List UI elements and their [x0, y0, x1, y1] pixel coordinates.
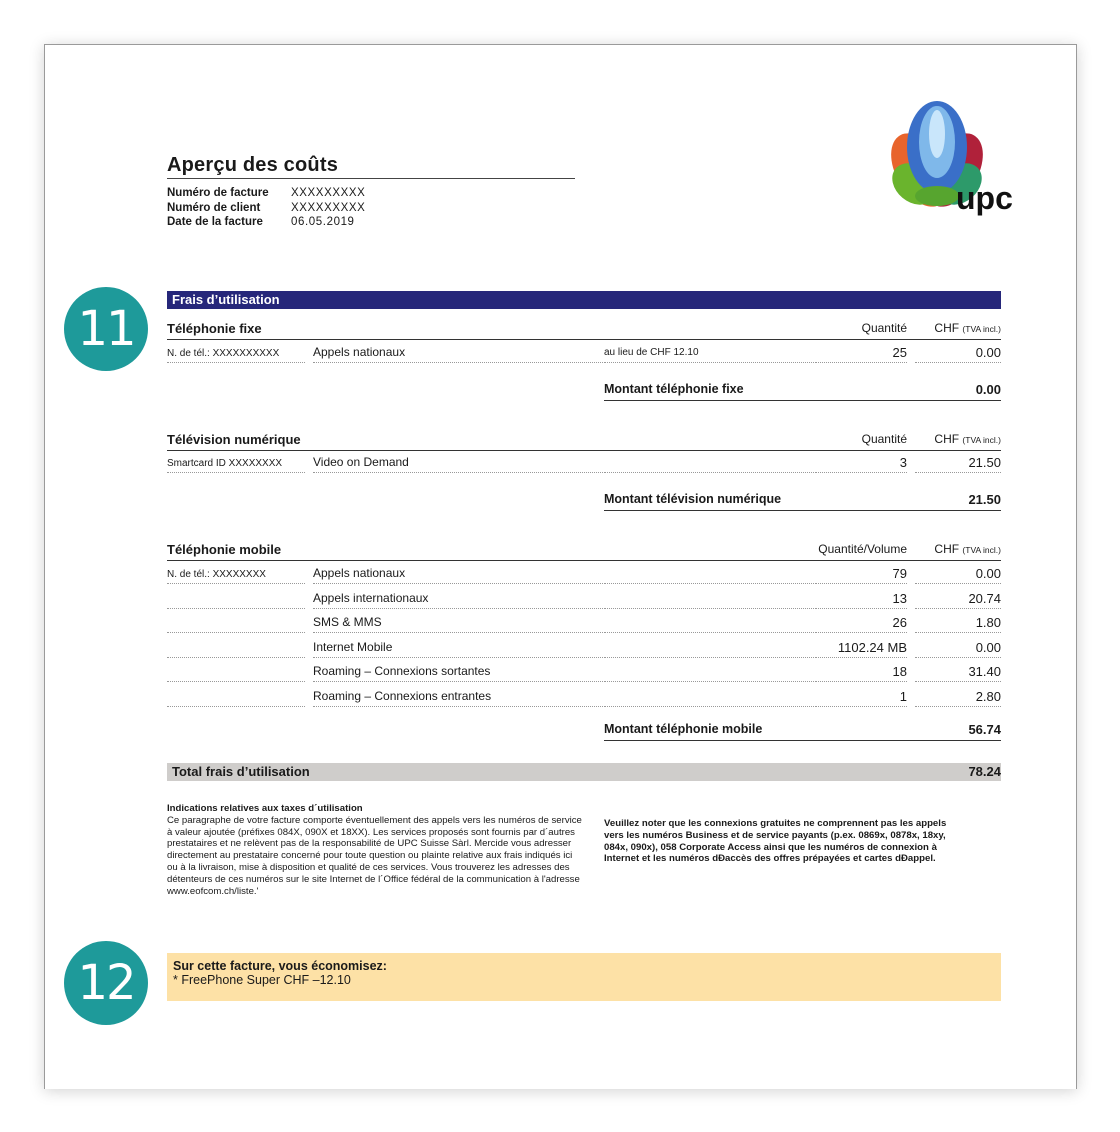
mobile-subtotal-label: Montant téléphonie mobile — [604, 722, 763, 736]
invoice-meta — [167, 186, 365, 230]
table-row — [167, 685, 1001, 709]
tv-amount: 21.50 — [915, 455, 1001, 473]
tv-qty-header: Quantité — [861, 432, 907, 446]
mobile-desc: SMS & MMS — [313, 615, 603, 633]
mobile-qty: 26 — [815, 615, 907, 633]
usage-total-value: 78.24 — [968, 764, 1001, 779]
fixed-amount: 0.00 — [915, 345, 1001, 363]
tv-section-title: Télévision numérique — [167, 432, 301, 447]
invoice-number-value: XXXXXXXXX — [291, 187, 366, 199]
mobile-desc: Roaming – Connexions entrantes — [313, 689, 603, 707]
free-connections-notice: Veuillez noter que les connexions gratuites ne comprennent pas les appels vers les numéros Business et de service payants (p.ex. 0869x, 0878x, 18xy, 084x, 090x), 058 Corporate Access ainsi que les numéros de connexion à Internet et les numéros dĐaccès des offres prépayées et cartes dĐappel. — [604, 818, 947, 865]
fixed-subtotal-value: 0.00 — [975, 382, 1001, 397]
mobile-qty-header: Quantité/Volume — [818, 542, 907, 556]
fixed-phone-id: N. de tél.: XXXXXXXXXX — [167, 345, 305, 363]
tv-smartcard-id: Smartcard ID XXXXXXXX — [167, 455, 305, 473]
mobile-phone-id — [167, 689, 305, 707]
savings-heading: Sur cette facture, vous économisez: — [173, 959, 387, 973]
mobile-qty: 79 — [815, 566, 907, 584]
mobile-note — [604, 615, 814, 633]
mobile-amount: 0.00 — [915, 640, 1001, 658]
tv-qty: 3 — [815, 455, 907, 473]
fixed-subtotal — [604, 382, 1001, 401]
tv-subtotal-value: 21.50 — [968, 492, 1001, 507]
invoice-date-label: Date de la facture — [167, 216, 263, 228]
table-row — [167, 611, 1001, 635]
brand-wordmark: upc — [956, 180, 1013, 216]
step-badge-11: 11 — [64, 287, 148, 371]
usage-fees-header: Frais d’utilisation — [167, 291, 1001, 309]
tv-subtotal-label: Montant télévision numérique — [604, 492, 782, 506]
client-number-value: XXXXXXXXX — [291, 201, 366, 214]
mobile-qty: 1 — [815, 689, 907, 707]
mobile-phone-id — [167, 591, 305, 609]
table-row — [167, 660, 1001, 684]
savings-box — [167, 953, 1001, 1001]
fixed-section-title: Téléphonie fixe — [167, 321, 262, 336]
fixed-desc: Appels nationaux — [313, 345, 603, 363]
savings-item: * FreePhone Super CHF –12.10 — [173, 973, 351, 987]
fixed-subtotal-label: Montant téléphonie fixe — [604, 382, 744, 396]
usage-total-label: Total frais d’utilisation — [172, 764, 310, 779]
notice-heading: Indications relatives aux taxes d´utilisation — [167, 803, 363, 814]
mobile-amount: 31.40 — [915, 664, 1001, 682]
mobile-desc: Appels nationaux — [313, 566, 603, 584]
mobile-note — [604, 640, 814, 658]
mobile-note — [604, 689, 814, 707]
mobile-amount: 0.00 — [915, 566, 1001, 584]
usage-fee-notice — [167, 803, 585, 897]
mobile-amount: 20.74 — [915, 591, 1001, 609]
table-row — [167, 587, 1001, 611]
mobile-section-title: Téléphonie mobile — [167, 542, 282, 557]
mobile-qty: 1102.24 MB — [815, 640, 907, 658]
invoice-date-value: 06.05.2019 — [291, 216, 355, 228]
mobile-note — [604, 664, 814, 682]
mobile-phone-id — [167, 615, 305, 633]
mobile-amount: 2.80 — [915, 689, 1001, 707]
page-title: Aperçu des coûts — [167, 154, 339, 176]
tv-chf-header: CHF (TVA incl.) — [934, 432, 1001, 446]
fixed-section-header — [167, 321, 1001, 340]
mobile-phone-id — [167, 640, 305, 658]
mobile-subtotal-value: 56.74 — [968, 722, 1001, 737]
table-row — [167, 341, 1001, 365]
table-row — [167, 451, 1001, 475]
mobile-note — [604, 591, 814, 609]
tv-desc: Video on Demand — [313, 455, 603, 473]
tv-subtotal — [604, 492, 1001, 511]
fixed-qty-header: Quantité — [861, 321, 907, 335]
mobile-desc: Appels internationaux — [313, 591, 603, 609]
fixed-chf-header: CHF (TVA incl.) — [934, 321, 1001, 335]
mobile-note — [604, 566, 814, 584]
usage-total — [167, 763, 1001, 781]
notice-body: Ce paragraphe de votre facture comporte éventuellement des appels vers les numéros de service à valeur ajoutée (préfixes 084X, 090X et 18XX). Les services proposés sont fournis par d´autres prestataires et ne relèvent pas de la responsabilité de UPC Suisse Sàrl. Mercide vous adresser directement au prestataire concerné pour toute question ou plainte relative aux frais indiqués ici ou à la livraison, mise à disposition et qualité de ces services. Vous trouverez les adresses des détenteurs de ces numéros sur le site Internet de l´Office fédéral de la communication à l'adresse www.eofcom.ch/liste.' — [167, 814, 582, 897]
mobile-section-header — [167, 542, 1001, 561]
mobile-qty: 13 — [815, 591, 907, 609]
table-row — [167, 562, 1001, 586]
step-badge-12: 12 — [64, 941, 148, 1025]
mobile-amount: 1.80 — [915, 615, 1001, 633]
tv-section-header — [167, 432, 1001, 451]
title-divider — [167, 178, 575, 179]
table-row — [167, 636, 1001, 660]
mobile-desc: Roaming – Connexions sortantes — [313, 664, 603, 682]
mobile-desc: Internet Mobile — [313, 640, 603, 658]
mobile-subtotal — [604, 722, 1001, 741]
mobile-qty: 18 — [815, 664, 907, 682]
mobile-phone-id: N. de tél.: XXXXXXXX — [167, 566, 305, 584]
fixed-qty: 25 — [815, 345, 907, 363]
mobile-chf-header: CHF (TVA incl.) — [934, 542, 1001, 556]
client-number-label: Numéro de client — [167, 201, 261, 214]
tv-note — [604, 455, 814, 473]
invoice-number-label: Numéro de facture — [167, 187, 269, 199]
fixed-note: au lieu de CHF 12.10 — [604, 345, 814, 363]
mobile-phone-id — [167, 664, 305, 682]
